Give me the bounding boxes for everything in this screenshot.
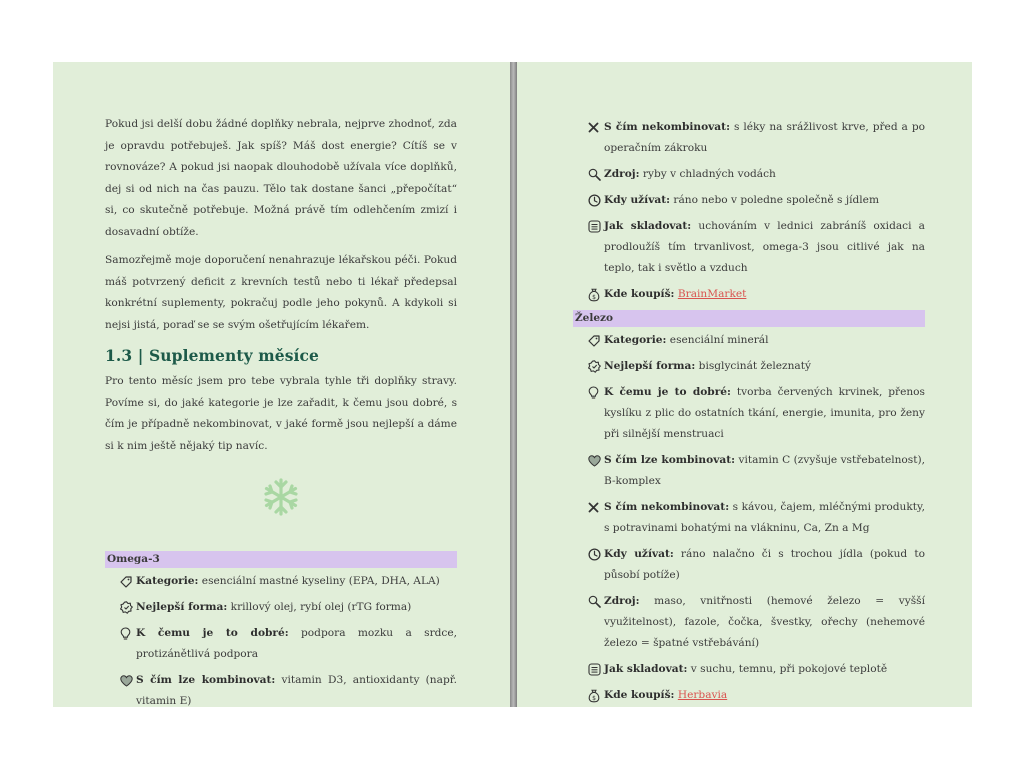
omega-nocombine-label: S čím nekombinovat: xyxy=(604,121,730,133)
iron-buy-row xyxy=(573,685,925,706)
omega-when-value: ráno nebo v poledne společně s jídlem xyxy=(670,194,879,206)
section-intro: Pro tento měsíc jsem pro tebe vybrala tyhle tři doplňky stravy. Povíme si, do jaké kategorie je lze zařadit, k čemu jsou dobré, s čím je případně nekombinovat, v jaké formě jsou nejlepší a dáme si k nim ještě nějaký tip navíc. xyxy=(105,375,457,452)
iron-good-label: K čemu je to dobré: xyxy=(604,386,731,398)
iron-when-row xyxy=(573,544,925,586)
herbavia-link[interactable]: Herbavia xyxy=(677,689,728,701)
omega-nocombine-row xyxy=(573,117,925,159)
iron-combine-value: vitamin C (zvyšuje vstřebatelnost), B-komplex xyxy=(604,454,925,487)
brainmarket-link[interactable]: BrainMarket xyxy=(677,288,747,300)
iron-nocombine-value: s kávou, čajem, mléčnými produkty, s potravinami bohatými na vlákninu, Ca, Zn a Mg xyxy=(604,501,925,534)
intro-paragraph-1: Pokud jsi delší dobu žádné doplňky nebrala, nejprve zhodnoť, zda je opravdu potřebuješ. Jak spíš? Máš dost energie? Cítíš se v rovnováze? A pokud jsi naopak dlouhodobě užívala více doplňků, dej si od nich na čas pauzu. Tělo tak dostane šanci „přepočítat“ si, co skutečně potřebuje. Možná právě tím odlehčením zmizí i dosavadní obtíže. xyxy=(105,118,457,238)
omega-category-value: esenciální mastné kyseliny (EPA, DHA, ALA) xyxy=(198,575,440,587)
tag-icon xyxy=(588,330,604,351)
svg-text:$: $ xyxy=(592,293,596,301)
omega-form-value: krillový olej, rybí olej (rTG forma) xyxy=(227,601,412,613)
iron-band: Železo xyxy=(573,310,925,327)
omega-good-row xyxy=(105,623,457,665)
svg-text:$: $ xyxy=(592,694,596,702)
left-page-content xyxy=(105,114,457,717)
omega-combine-label: S čím lze kombinovat: xyxy=(136,674,276,686)
omega-when-label: Kdy užívat: xyxy=(604,194,671,206)
omega-combine-value: vitamin D3, antioxidanty (např. vitamin E) xyxy=(136,674,457,707)
omega-source-value: ryby v chladných vodách xyxy=(639,168,776,180)
clock-icon xyxy=(588,190,604,211)
clock-icon xyxy=(588,544,604,565)
omega-source-row xyxy=(573,164,925,185)
cross-icon xyxy=(588,497,604,518)
iron-category-value: esenciální minerál xyxy=(666,334,769,346)
omega-category-label: Kategorie: xyxy=(136,575,199,587)
omega-category-row xyxy=(105,571,457,592)
omega-3-band: Omega-3 xyxy=(105,551,457,568)
omega-combine-row xyxy=(105,670,457,712)
heart-icon xyxy=(588,450,604,471)
omega-store-label: Jak skladovat: xyxy=(604,220,692,232)
omega-store-value: uchováním v lednici zabráníš oxidaci a prodloužíš tím trvanlivost, omega-3 jsou citlivé jak na teplo, tak i světlo a vzduch xyxy=(604,220,925,274)
magnifier-icon xyxy=(588,164,604,185)
omega-nocombine-value: s léky na srážlivost krve, před a po operačním zákroku xyxy=(604,121,925,154)
iron-nocombine-label: S čím nekombinovat: xyxy=(604,501,730,513)
iron-form-row xyxy=(573,356,925,377)
omega-good-label: K čemu je to dobré: xyxy=(136,627,289,639)
omega-form-label: Nejlepší forma: xyxy=(136,601,228,613)
left-page xyxy=(53,62,510,707)
iron-good-row xyxy=(573,382,925,445)
cross-icon xyxy=(588,117,604,138)
omega-good-value: podpora mozku a srdce, protizánětlivá podpora xyxy=(136,627,457,660)
heart-icon xyxy=(120,670,136,691)
iron-store-row xyxy=(573,659,925,680)
iron-category-row xyxy=(573,330,925,351)
storage-box-icon xyxy=(588,659,604,680)
iron-combine-label: S čím lze kombinovat: xyxy=(604,454,736,466)
tag-icon xyxy=(120,571,136,592)
money-bag-icon xyxy=(588,284,604,305)
lightbulb-icon xyxy=(588,382,604,403)
section-title: 1.3 | Suplementy měsíce xyxy=(105,346,320,365)
lightbulb-icon xyxy=(120,623,136,644)
iron-good-value: tvorba červených krvinek, přenos kyslíku z plic do ostatních tkání, energie, imunita, pro ženy při silnější menstruaci xyxy=(604,386,925,440)
iron-form-value: bisglycinát železnatý xyxy=(695,360,811,372)
iron-nocombine-row xyxy=(573,497,925,539)
iron-source-row xyxy=(573,591,925,654)
iron-form-label: Nejlepší forma: xyxy=(604,360,696,372)
right-page xyxy=(517,62,972,707)
iron-store-label: Jak skladovat: xyxy=(604,663,688,675)
storage-box-icon xyxy=(588,216,604,237)
iron-category-label: Kategorie: xyxy=(604,334,667,346)
money-bag-icon xyxy=(588,685,604,706)
page-gutter xyxy=(510,62,517,707)
omega-form-row xyxy=(105,597,457,618)
iron-source-value: maso, vnitřnosti (hemové železo = vyšší využitelnost), fazole, čočka, švestky, ořechy (nehemové železo = špatné vstřebávání) xyxy=(604,595,925,649)
intro-paragraph-2: Samozřejmě moje doporučení nenahrazuje lékařskou péči. Pokud máš potvrzený deficit z krevních testů nebo ti lékař předepsal konkrétní suplementy, pokračuj podle jeho pokynů. A kdykoli si nejsi jistá, poraď se se svým ošetřujícím lékařem. xyxy=(105,254,457,331)
iron-when-label: Kdy užívat: xyxy=(604,548,674,560)
omega-store-row xyxy=(573,216,925,279)
iron-buy-label: Kde koupíš: xyxy=(604,689,675,701)
magnifier-icon xyxy=(588,591,604,612)
badge-icon xyxy=(120,597,136,618)
omega-buy-label: Kde koupíš: xyxy=(604,288,675,300)
iron-store-value: v suchu, temnu, při pokojové teplotě xyxy=(687,663,888,675)
right-page-content xyxy=(573,114,925,711)
omega-buy-row xyxy=(573,284,925,305)
iron-combine-row xyxy=(573,450,925,492)
badge-icon xyxy=(588,356,604,377)
omega-when-row xyxy=(573,190,925,211)
snowflake-icon xyxy=(105,477,457,521)
omega-source-label: Zdroj: xyxy=(604,168,640,180)
iron-when-value: ráno nalačno či s trochou jídla (pokud to působí potíže) xyxy=(604,548,925,581)
iron-source-label: Zdroj: xyxy=(604,595,640,607)
